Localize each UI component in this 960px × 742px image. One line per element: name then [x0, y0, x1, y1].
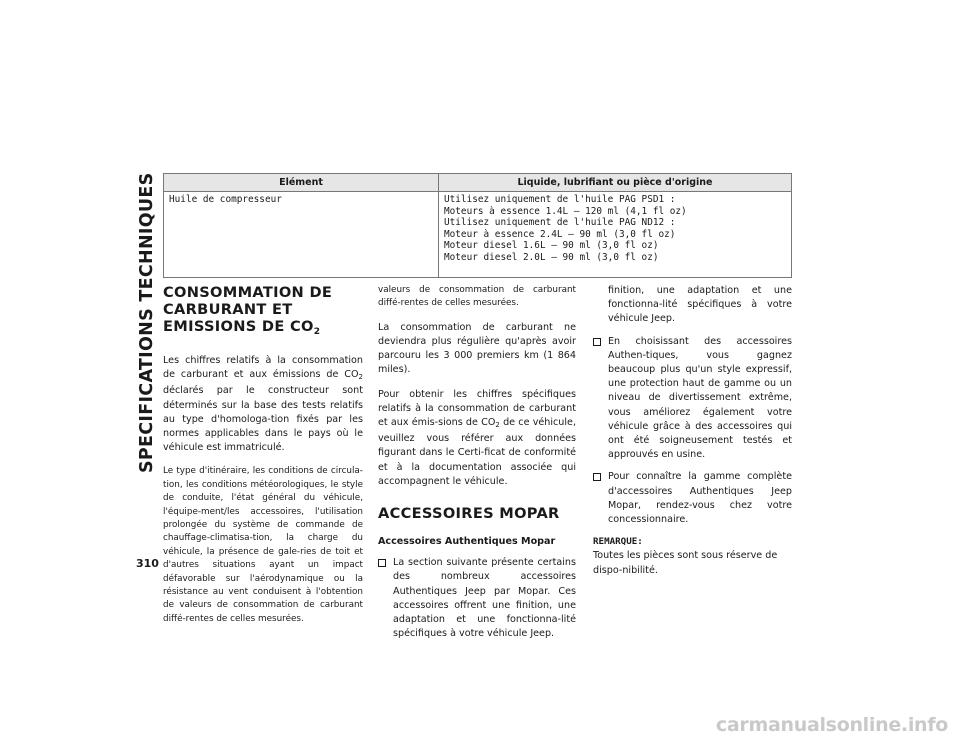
bullet-text: La section suivante présente certains des nombreux accessoires Authentiques Jeep par Mopar. Ces accessoires offrent une finition, une adaptation et une fonctionna-lité spécifiques à votre véhicule Jeep. — [393, 557, 576, 640]
fluid-line: Moteur diesel 1.6L – 90 ml (3,0 fl oz) — [444, 240, 659, 251]
watermark: carmanualsonline.info — [715, 714, 948, 736]
table-header-fluid: Liquide, lubrifiant ou pièce d'origine — [439, 174, 792, 192]
bullet-text: En choisissant des accessoires Authen-tiques, vous gagnez beaucoup plus qu'un style expressif, une protection haut de gamme ou un niveau de divertissement extrême, vous améliorez également votre véhicule grâce à des accessoires qui ont été soigneusement testés et approuvés en usine. — [608, 335, 792, 461]
checkbox-square-icon — [593, 338, 601, 346]
fluid-line: Moteurs à essence 1.4L – 120 ml (4,1 fl oz) — [444, 205, 687, 217]
bullet-item — [593, 335, 792, 463]
subsection-title: Accessoires Authentiques Mopar — [378, 536, 556, 548]
paragraph-intro: Les chiffres relatifs à la consommation de carburant et aux émissions de $CO_2$ déclarés par le constructeur sont déterminés sur la base des tests relatifs au type d'homologa-tion fixés par les normes applicables dans le pays où le véhicule est immatriculé. — [163, 355, 363, 454]
specifications-table — [163, 173, 792, 278]
chapter-title: SPECIFICATIONS TECHNIQUES — [137, 172, 157, 473]
paragraph-conditions-end: valeurs de consommation de carburant diffé-rentes de celles mesurées. — [378, 285, 576, 309]
column-middle — [378, 284, 576, 640]
checkbox-square-icon — [593, 473, 601, 481]
column-right — [593, 284, 792, 578]
fluid-line: Utilisez uniquement de l'huile PAG ND12 : — [444, 217, 676, 228]
remark-label: REMARQUE: — [593, 536, 643, 548]
paragraph-conditions: Le type d'itinéraire, les conditions de circula-tion, les conditions météorologiques, le style de conduite, l'état général du véhicule, l'équipe-ment/les accessoires, l'utilisation prolongée du système de commande de chauffage-climatisa-tion, la charge du véhicule, la présence de gale-ries de toit et d'autres situations ayant un impact défavorable sur l'aérodynamique ou la résistance au vent conduisent à l'obtention de valeurs de consommation de carburant diffé-rentes de celles mesurées. — [163, 466, 363, 624]
remark-text: Toutes les pièces sont sous réserve de dispo-nibilité. — [593, 550, 778, 576]
bullet-item — [593, 470, 792, 527]
section-title-consommation: CONSOMMATION DE CARBURANT ET EMISSIONS DE $CO_2$ — [163, 284, 333, 337]
checkbox-square-icon — [378, 559, 386, 567]
paragraph-regularity: La consommation de carburant ne deviendra plus régulière qu'après avoir parcouru les 3 000 premiers km (1 864 miles). — [378, 321, 576, 376]
column-left — [163, 284, 363, 681]
paragraph-certificate: Pour obtenir les chiffres spécifiques relatifs à la consommation de carburant et aux émis-sions de $CO_2$ de ce véhicule, veuillez vous référer aux données figurant dans le Certi-ficat de conformité et à la documentation associée qui accompagnent le véhicule. — [378, 388, 576, 487]
bullet-item — [378, 556, 576, 640]
table-header-element: Elément — [164, 174, 439, 192]
page-number: 310 — [136, 557, 159, 570]
bullet-text: Pour connaître la gamme complète d'accessoires Authentiques Jeep Mopar, rendez-vous chez votre concessionnaire. — [608, 471, 792, 526]
bullet-item-continued: finition, une adaptation et une fonctionna-lité spécifiques à votre véhicule Jeep. — [608, 285, 792, 325]
fluid-line: Moteur diesel 2.0L – 90 ml (3,0 fl oz) — [444, 251, 659, 263]
fluid-line: Moteur à essence 2.4L – 90 ml (3,0 fl oz) — [444, 228, 676, 240]
section-title-accessoires: ACCESSOIRES MOPAR — [378, 505, 560, 523]
table-cell-element: Huile de compresseur — [164, 192, 439, 278]
fluid-line: Utilisez uniquement de l'huile PAG PSD1 : — [444, 194, 676, 205]
table-cell-fluid — [439, 192, 792, 278]
table-row — [164, 192, 792, 278]
